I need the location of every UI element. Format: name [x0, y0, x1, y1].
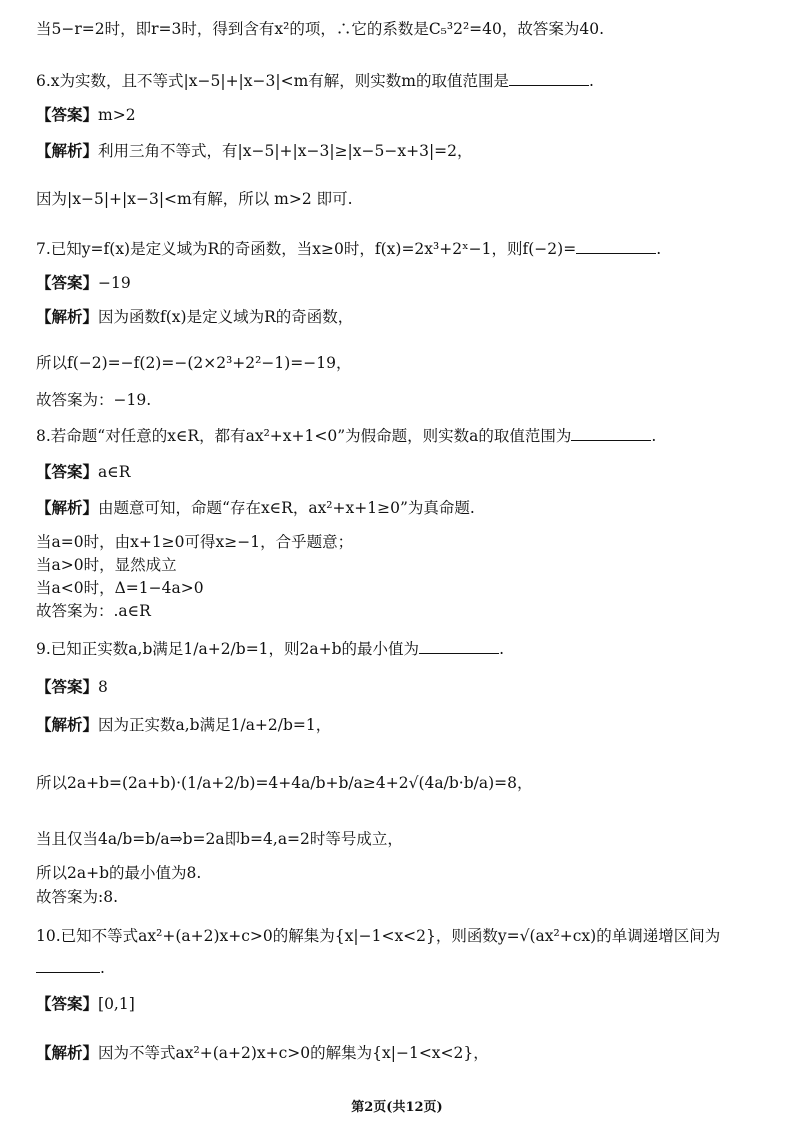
- explanation-7: [36, 306, 770, 328]
- explanation-text: 因为函数f(x)是定义域为R的奇函数，: [98, 308, 354, 326]
- question-8: [36, 425, 770, 447]
- explanation-8d: [36, 577, 770, 599]
- answer-9: [36, 676, 770, 698]
- explanation-7b: [36, 352, 770, 374]
- question-text: 9.已知正实数a,b满足1/a+2/b=1，则2a+b的最小值为: [36, 640, 420, 658]
- explanation-label: 【解析】: [36, 141, 99, 160]
- question-text: 7.已知y=f(x)是定义域为R的奇函数，当x≥0时，f(x)=2x³+2ˣ−1，则f(−2)=: [36, 240, 577, 258]
- explanation-6: [36, 140, 770, 162]
- question-text: 10.已知不等式ax²+(a+2)x+c>0的解集为{x|−1<x<2}，则函数y=√(ax²+cx)的单调递增区间为: [36, 927, 721, 945]
- explanation-text: 所以2a+b=(2a+b)·(1/a+2/b)=4+4a/b+b/a≥4+2√(4a/b·b/a)=8，: [36, 774, 533, 792]
- answer-label: 【答案】: [36, 677, 99, 696]
- explanation-8c: [36, 554, 770, 576]
- answer-label: 【答案】: [36, 994, 99, 1013]
- answer-label: 【答案】: [36, 462, 99, 481]
- explanation-9c: [36, 828, 770, 850]
- explanation-6b: [36, 188, 770, 210]
- explanation-text: 所以f(−2)=−f(2)=−(2×2³+2²−1)=−19，: [36, 354, 352, 372]
- answer-value: [0,1]: [98, 995, 135, 1013]
- question-text: 8.若命题“对任意的x∈R，都有ax²+x+1<0”为假命题，则实数a的取值范围为: [36, 427, 572, 445]
- explanation-10: [36, 1042, 770, 1064]
- explanation-text: 当a>0时，显然成立: [36, 556, 177, 574]
- explanation-7c: [36, 389, 770, 411]
- page-footer: 第2页(共12页): [351, 1100, 443, 1115]
- explanation-text: 故答案为：.a∈R: [36, 602, 151, 620]
- answer-blank: [509, 71, 589, 86]
- text-line: [36, 18, 770, 40]
- explanation-label: 【解析】: [36, 1043, 99, 1062]
- explanation-9: [36, 714, 770, 736]
- question-7: [36, 238, 770, 260]
- question-tail: .: [588, 72, 594, 90]
- answer-value: −19: [98, 274, 131, 292]
- explanation-text: 因为正实数a,b满足1/a+2/b=1，: [98, 716, 332, 734]
- explanation-8: [36, 497, 770, 519]
- explanation-text: 当a=0时，由x+1≥0可得x≥−1，合乎题意；: [36, 533, 354, 551]
- answer-8: [36, 461, 770, 483]
- question-10-blank-line: [36, 957, 770, 979]
- explanation-text: 所以2a+b的最小值为8.: [36, 864, 202, 882]
- question-text: 6.x为实数，且不等式|x−5|+|x−3|<m有解，则实数m的取值范围是: [36, 72, 509, 90]
- explanation-9d: [36, 862, 770, 884]
- explanation-label: 【解析】: [36, 307, 99, 326]
- question-9: [36, 638, 770, 660]
- answer-blank: [576, 239, 656, 254]
- explanation-text: 因为|x−5|+|x−3|<m有解，所以 m>2 即可.: [36, 190, 353, 208]
- explanation-text: 当且仅当4a/b=b/a⇒b=2a即b=4,a=2时等号成立，: [36, 830, 403, 848]
- explanation-text: 因为不等式ax²+(a+2)x+c>0的解集为{x|−1<x<2}，: [98, 1044, 489, 1062]
- answer-blank: [419, 639, 499, 654]
- answer-7: [36, 272, 770, 294]
- explanation-text: 故答案为:8.: [36, 888, 119, 906]
- question-tail: .: [499, 640, 504, 658]
- answer-value: 8: [98, 678, 108, 696]
- answer-10: [36, 993, 770, 1015]
- line-text: 当5−r=2时，即r=3时，得到含有x²的项，∴它的系数是C₅³2²=40，故答案为40.: [36, 20, 605, 38]
- question-tail: .: [656, 240, 662, 258]
- explanation-9e: [36, 886, 770, 908]
- explanation-text: 故答案为：−19.: [36, 391, 152, 409]
- question-6: [36, 70, 770, 92]
- explanation-8b: [36, 531, 770, 553]
- explanation-text: 当a<0时，Δ=1−4a>0: [36, 579, 204, 597]
- answer-blank: [36, 958, 100, 973]
- answer-6: [36, 104, 770, 126]
- explanation-text: 由题意可知，命题“存在x∈R，ax²+x+1≥0”为真命题.: [98, 499, 475, 517]
- question-tail: .: [651, 427, 657, 445]
- answer-blank: [571, 426, 651, 441]
- explanation-8e: [36, 600, 770, 622]
- question-tail: .: [100, 959, 105, 977]
- explanation-text: 利用三角不等式，有|x−5|+|x−3|≥|x−5−x+3|=2，: [98, 142, 473, 160]
- explanation-9b: [36, 772, 770, 794]
- question-10: [36, 925, 770, 947]
- explanation-label: 【解析】: [36, 715, 99, 734]
- answer-label: 【答案】: [36, 105, 99, 124]
- answer-value: m>2: [98, 106, 136, 124]
- answer-value: a∈R: [98, 463, 131, 481]
- explanation-label: 【解析】: [36, 498, 99, 517]
- answer-label: 【答案】: [36, 273, 99, 292]
